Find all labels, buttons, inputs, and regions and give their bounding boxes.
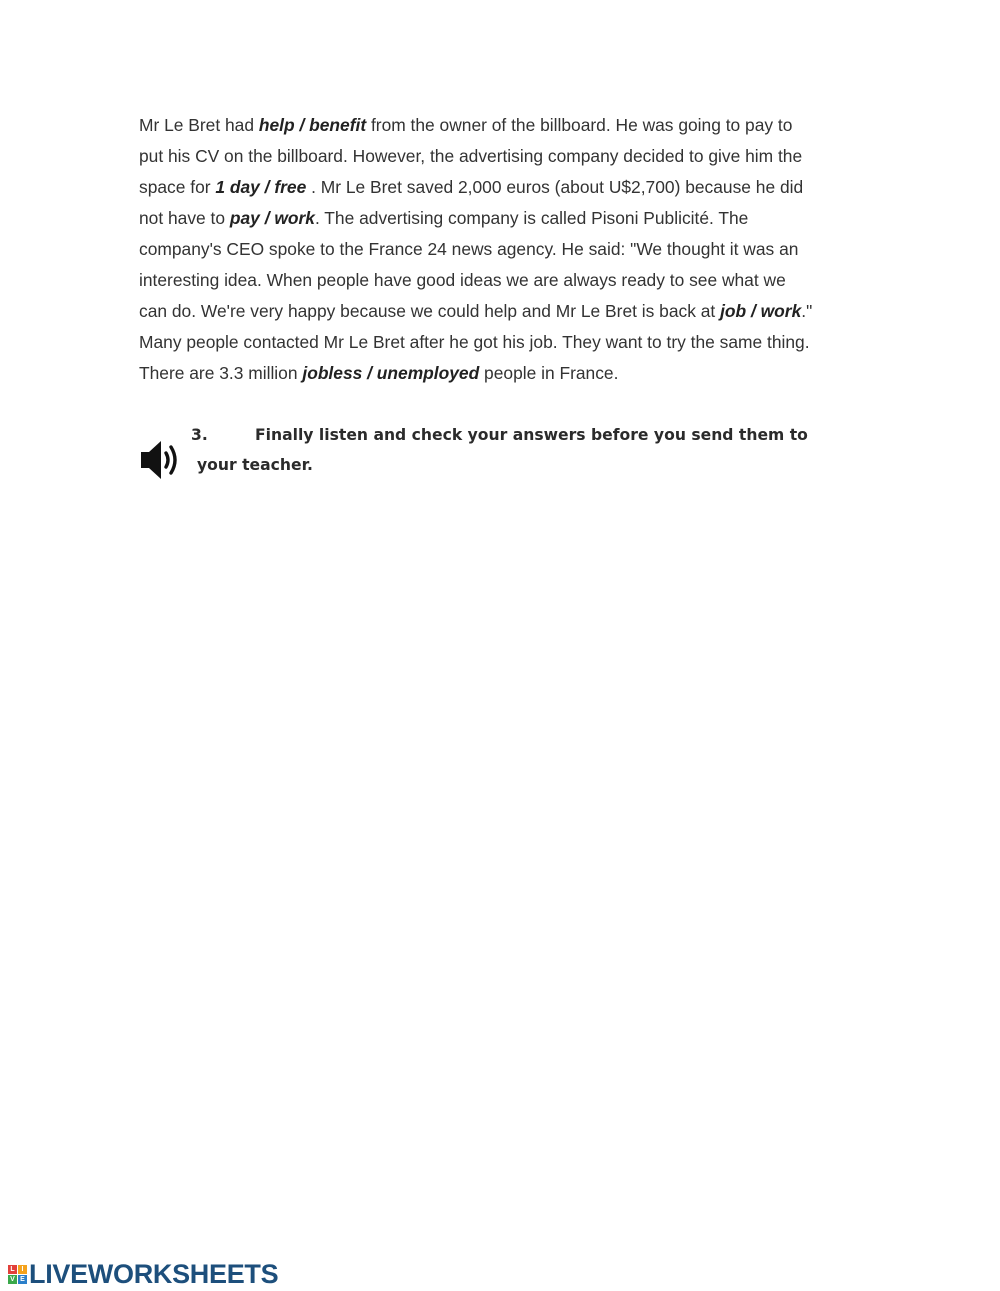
listening-task bbox=[139, 420, 859, 490]
paragraph-text: There are 3.3 million bbox=[139, 363, 303, 383]
paragraph-text: . The advertising company is called Pisoni Publicité. The bbox=[314, 208, 749, 228]
logo-mark-tile: L bbox=[8, 1265, 17, 1274]
word-choice[interactable]: job / work bbox=[720, 301, 802, 321]
word-choice[interactable]: jobless / unemployed bbox=[302, 363, 480, 383]
task-instruction bbox=[191, 420, 808, 480]
word-choice[interactable]: 1 day / free bbox=[215, 177, 307, 197]
speaker-icon[interactable] bbox=[139, 437, 179, 483]
word-choice[interactable]: help / benefit bbox=[258, 115, 367, 135]
paragraph-text: interesting idea. When people have good ideas we are always ready to see what we bbox=[139, 270, 786, 290]
word-choice[interactable]: pay / work bbox=[229, 208, 315, 228]
task-number: 3. bbox=[191, 426, 208, 444]
paragraph-text: from the owner of the billboard. He was going to pay to bbox=[366, 115, 793, 135]
logo-mark-tile: I bbox=[18, 1265, 27, 1274]
paragraph-text: can do. We're very happy because we could help and Mr Le Bret is back at bbox=[139, 301, 721, 321]
paragraph-line bbox=[139, 141, 839, 172]
logo-mark-tile: E bbox=[18, 1275, 27, 1284]
task-instruction-line-1: Finally listen and check your answers before you send them to bbox=[255, 426, 808, 444]
paragraph-line bbox=[139, 296, 839, 327]
paragraph-text: people in France. bbox=[479, 363, 619, 383]
paragraph-text: company's CEO spoke to the France 24 news agency. He said: "We thought it was an bbox=[139, 239, 799, 259]
task-instruction-line-2: your teacher. bbox=[197, 456, 313, 474]
logo-mark-icon bbox=[8, 1265, 27, 1284]
paragraph-line bbox=[139, 172, 839, 203]
paragraph-text: ." bbox=[801, 301, 813, 321]
paragraph-text: put his CV on the billboard. However, the advertising company decided to give him the bbox=[139, 146, 803, 166]
logo-mark-tile: V bbox=[8, 1275, 17, 1284]
paragraph-text: Many people contacted Mr Le Bret after he got his job. They want to try the same thing. bbox=[139, 332, 810, 352]
reading-paragraph bbox=[139, 110, 839, 389]
logo-text: LIVEWORKSHEETS bbox=[29, 1258, 279, 1289]
paragraph-text: Mr Le Bret had bbox=[139, 115, 259, 135]
paragraph-line bbox=[139, 110, 839, 141]
paragraph-text: not have to bbox=[139, 208, 230, 228]
paragraph-text: space for bbox=[139, 177, 216, 197]
paragraph-line bbox=[139, 265, 839, 296]
paragraph-line bbox=[139, 358, 839, 389]
paragraph-line bbox=[139, 234, 839, 265]
paragraph-line bbox=[139, 327, 839, 358]
paragraph-text: . Mr Le Bret saved 2,000 euros (about U$2,700) because he did bbox=[306, 177, 804, 197]
liveworksheets-logo[interactable] bbox=[8, 1259, 278, 1289]
paragraph-line bbox=[139, 203, 839, 234]
